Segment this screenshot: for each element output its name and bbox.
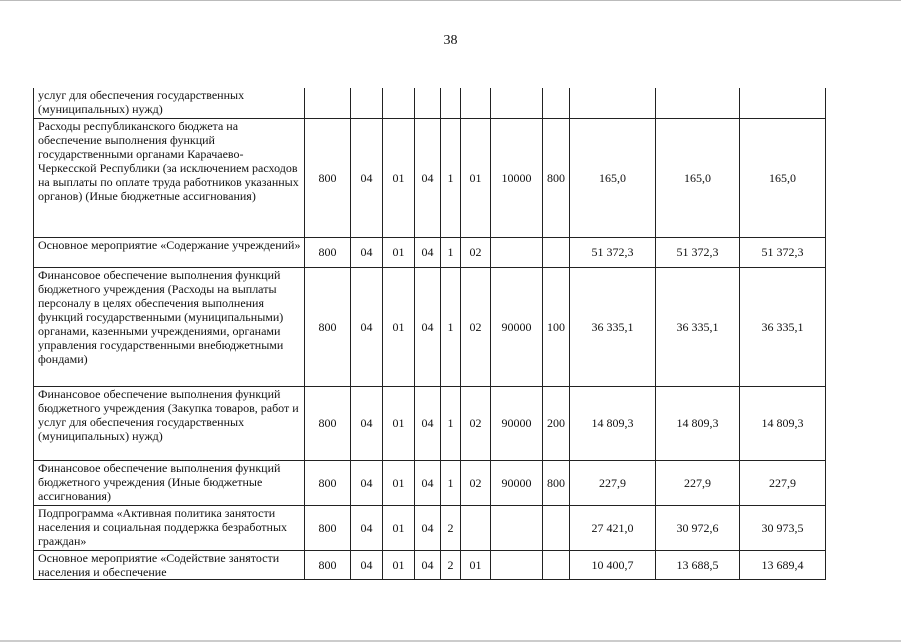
subprogram-code-cell: 2: [441, 505, 461, 550]
department-code-cell: 800: [305, 237, 351, 267]
department-code-cell: 800: [305, 386, 351, 460]
subprogram-code-cell: 2: [441, 550, 461, 579]
amount-year2-cell: 14 809,3: [656, 386, 740, 460]
item-name-cell: Финансовое обеспечение выполнения функций бюджетного учреждения (Расходы на выплаты персоналу в целях обеспечения выполнения функций государственными (муниципальными) органами, казенными учреждениями, органами управления государственными внебюджетными фондами): [34, 267, 305, 386]
amount-year3-cell: 51 372,3: [740, 237, 826, 267]
item-name-cell: Основное мероприятие «Содержание учреждений»: [34, 237, 305, 267]
expense-type-cell: [543, 505, 570, 550]
department-code-cell: [305, 88, 351, 118]
amount-year1-cell: 10 400,7: [570, 550, 656, 579]
subsection-code-cell: 01: [383, 118, 415, 237]
activity-code-cell: 02: [461, 237, 491, 267]
table-row: [34, 267, 826, 386]
expense-type-cell: 100: [543, 267, 570, 386]
subprogram-code-cell: 1: [441, 237, 461, 267]
table-row: [34, 460, 826, 505]
activity-code-cell: 01: [461, 550, 491, 579]
department-code-cell: 800: [305, 505, 351, 550]
scan-edge-top: [0, 0, 901, 5]
section-code-cell: 04: [351, 118, 383, 237]
activity-code-cell: 02: [461, 460, 491, 505]
expense-type-cell: 800: [543, 460, 570, 505]
amount-year2-cell: 13 688,5: [656, 550, 740, 579]
direction-code-cell: 90000: [491, 460, 543, 505]
amount-year1-cell: 14 809,3: [570, 386, 656, 460]
program-code-cell: 04: [415, 237, 441, 267]
expense-type-cell: [543, 237, 570, 267]
activity-code-cell: [461, 505, 491, 550]
subsection-code-cell: 01: [383, 460, 415, 505]
subprogram-code-cell: 1: [441, 386, 461, 460]
subsection-code-cell: 01: [383, 237, 415, 267]
amount-year1-cell: [570, 88, 656, 118]
department-code-cell: 800: [305, 550, 351, 579]
direction-code-cell: [491, 237, 543, 267]
expense-type-cell: [543, 550, 570, 579]
direction-code-cell: [491, 550, 543, 579]
program-code-cell: 04: [415, 118, 441, 237]
amount-year3-cell: 14 809,3: [740, 386, 826, 460]
subprogram-code-cell: [441, 88, 461, 118]
subsection-code-cell: [383, 88, 415, 118]
section-code-cell: 04: [351, 386, 383, 460]
item-name-cell: Подпрограмма «Активная политика занятости населения и социальная поддержка безработных граждан»: [34, 505, 305, 550]
subprogram-code-cell: 1: [441, 118, 461, 237]
amount-year2-cell: 36 335,1: [656, 267, 740, 386]
expense-type-cell: 800: [543, 118, 570, 237]
table-row: [34, 118, 826, 237]
department-code-cell: 800: [305, 267, 351, 386]
amount-year1-cell: 36 335,1: [570, 267, 656, 386]
scan-edge-bottom: [0, 630, 901, 642]
amount-year3-cell: 30 973,5: [740, 505, 826, 550]
direction-code-cell: 10000: [491, 118, 543, 237]
direction-code-cell: [491, 505, 543, 550]
section-code-cell: 04: [351, 267, 383, 386]
amount-year1-cell: 227,9: [570, 460, 656, 505]
section-code-cell: 04: [351, 237, 383, 267]
amount-year1-cell: 27 421,0: [570, 505, 656, 550]
direction-code-cell: 90000: [491, 386, 543, 460]
activity-code-cell: 01: [461, 118, 491, 237]
activity-code-cell: 02: [461, 386, 491, 460]
item-name-cell: Основное мероприятие «Содействие занятости населения и обеспечение: [34, 550, 305, 579]
amount-year1-cell: 165,0: [570, 118, 656, 237]
subsection-code-cell: 01: [383, 386, 415, 460]
expense-type-cell: 200: [543, 386, 570, 460]
section-code-cell: [351, 88, 383, 118]
program-code-cell: 04: [415, 460, 441, 505]
amount-year3-cell: 227,9: [740, 460, 826, 505]
activity-code-cell: [461, 88, 491, 118]
amount-year1-cell: 51 372,3: [570, 237, 656, 267]
program-code-cell: [415, 88, 441, 118]
activity-code-cell: 02: [461, 267, 491, 386]
department-code-cell: 800: [305, 118, 351, 237]
department-code-cell: 800: [305, 460, 351, 505]
amount-year3-cell: 13 689,4: [740, 550, 826, 579]
table-row: [34, 550, 826, 579]
expense-type-cell: [543, 88, 570, 118]
program-code-cell: 04: [415, 505, 441, 550]
page-number: 38: [443, 33, 458, 48]
amount-year3-cell: 165,0: [740, 118, 826, 237]
item-name-cell: Финансовое обеспечение выполнения функций бюджетного учреждения (Иные бюджетные ассигнования): [34, 460, 305, 505]
direction-code-cell: [491, 88, 543, 118]
subprogram-code-cell: 1: [441, 460, 461, 505]
subprogram-code-cell: 1: [441, 267, 461, 386]
amount-year2-cell: [656, 88, 740, 118]
program-code-cell: 04: [415, 550, 441, 579]
amount-year2-cell: 30 972,6: [656, 505, 740, 550]
amount-year3-cell: [740, 88, 826, 118]
table-row: [34, 237, 826, 267]
item-name-cell: Финансовое обеспечение выполнения функций бюджетного учреждения (Закупка товаров, работ и услуг для обеспечения государственных (муниципальных) нужд): [34, 386, 305, 460]
amount-year3-cell: 36 335,1: [740, 267, 826, 386]
section-code-cell: 04: [351, 505, 383, 550]
item-name-cell: услуг для обеспечения государственных (муниципальных) нужд): [34, 88, 305, 118]
subsection-code-cell: 01: [383, 267, 415, 386]
table-row: [34, 88, 826, 118]
program-code-cell: 04: [415, 267, 441, 386]
amount-year2-cell: 227,9: [656, 460, 740, 505]
subsection-code-cell: 01: [383, 505, 415, 550]
section-code-cell: 04: [351, 460, 383, 505]
direction-code-cell: 90000: [491, 267, 543, 386]
table-row: [34, 386, 826, 460]
subsection-code-cell: 01: [383, 550, 415, 579]
section-code-cell: 04: [351, 550, 383, 579]
amount-year2-cell: 165,0: [656, 118, 740, 237]
budget-table: [33, 88, 826, 580]
program-code-cell: 04: [415, 386, 441, 460]
item-name-cell: Расходы республиканского бюджета на обеспечение выполнения функций государственными органами Карачаево-Черкесской Республики (за исключением расходов на выплаты по оплате труда работников указанных органов) (Иные бюджетные ассигнования): [34, 118, 305, 237]
table-row: [34, 505, 826, 550]
table-body: [34, 88, 826, 579]
amount-year2-cell: 51 372,3: [656, 237, 740, 267]
